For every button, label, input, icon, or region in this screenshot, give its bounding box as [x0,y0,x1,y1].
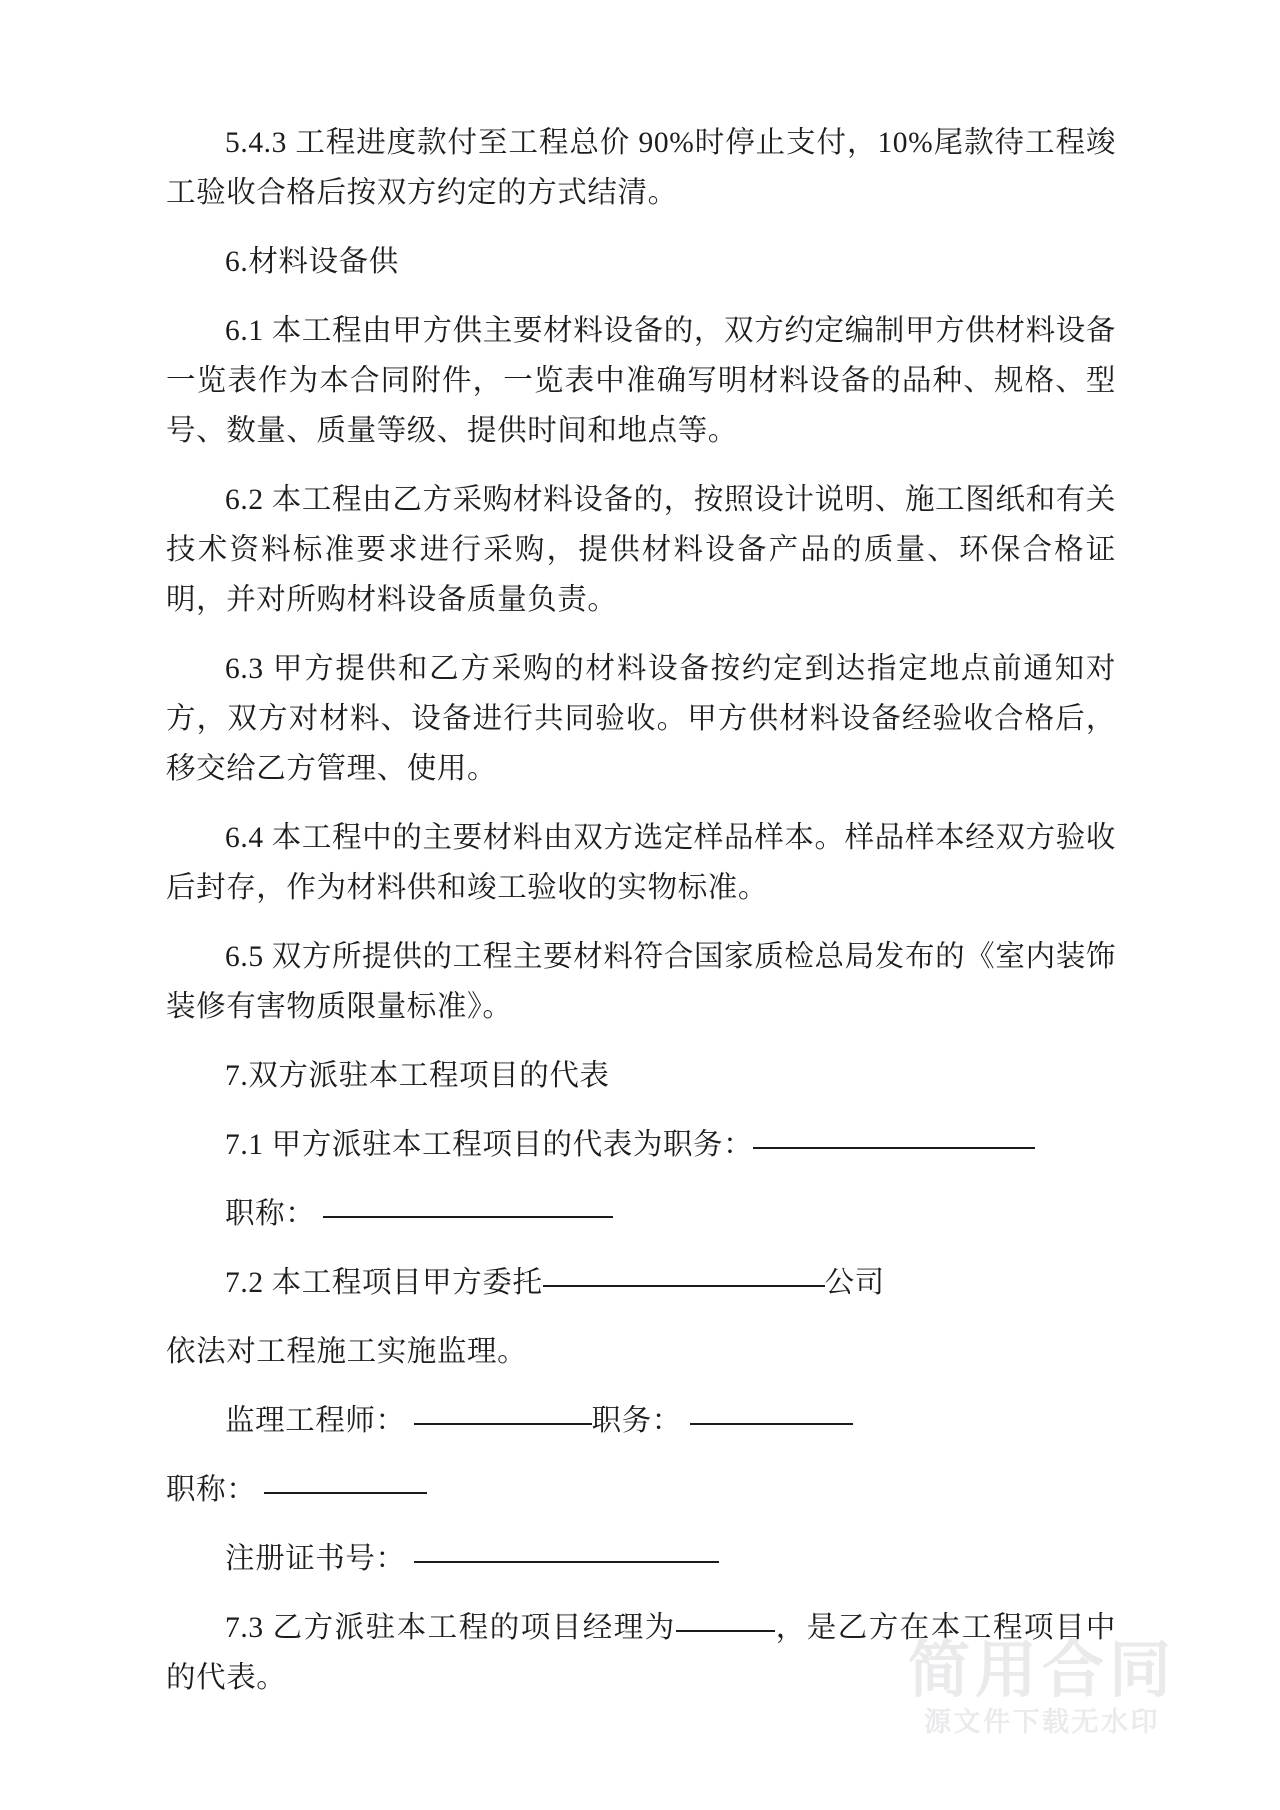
paragraph-6-3: 6.3 甲方提供和乙方采购的材料设备按约定到达指定地点前通知对方，双方对材料、设备进行共同验收。甲方供材料设备经验收合格后，移交给乙方管理、使用。 [166,653,1116,785]
party-a-title-blank[interactable] [323,1216,613,1218]
project-manager-suffix: ，是乙方在本工程项目中的代表。 [166,1612,1116,1694]
paragraph-6-5: 6.5 双方所提供的工程主要材料符合国家质检总局发布的《室内装饰装修有害物质限量标准》。 [166,941,1116,1023]
project-manager-blank[interactable] [676,1630,775,1632]
document-text-body [166,118,1116,1722]
party-a-representative-post-blank[interactable] [753,1147,1035,1149]
paragraph-5-4-3: 5.4.3 工程进度款付至工程总价 90%时停止支付，10%尾款待工程竣工验收合格后按双方约定的方式结清。 [166,127,1116,209]
cert-number-label: 注册证书号： [225,1543,406,1575]
supervisor-title-label: 职称： [166,1474,257,1506]
paragraph-7-2-line2: 依法对工程施工实施监理。 [166,1336,528,1368]
heading-6-materials: 6.材料设备供 [225,246,399,278]
supervision-entrust-prefix: 7.2 本工程项目甲方委托 [225,1267,543,1299]
supervision-entrust-suffix: 公司 [824,1267,885,1299]
project-manager-prefix: 7.3 乙方派驻本工程的项目经理为 [225,1612,676,1644]
cert-number-blank[interactable] [414,1561,719,1563]
paragraph-7-3 [166,1603,1116,1703]
supervisor-post-blank[interactable] [690,1423,853,1425]
supervisor-engineer-blank[interactable] [414,1423,592,1425]
paragraph-7-1-title [166,1189,1116,1239]
supervisor-post-label: 职务： [591,1405,682,1437]
paragraph-6-4: 6.4 本工程中的主要材料由双方选定样品样本。样品样本经双方验收后封存，作为材料供和竣工验收的实物标准。 [166,822,1116,904]
watermark-brand: 简用合同 [907,1633,1176,1707]
paragraph-supervisor-line [166,1396,1116,1446]
paragraph-7-2 [166,1258,1116,1308]
party-a-representative-label: 7.1 甲方派驻本工程项目的代表为职务： [225,1129,754,1161]
paragraph-7-1 [166,1120,1116,1170]
party-a-title-label: 职称： [225,1198,316,1230]
supervisor-engineer-label: 监理工程师： [225,1405,406,1437]
supervisor-title-blank[interactable] [264,1492,427,1494]
supervision-company-blank[interactable] [543,1285,825,1287]
paragraph-cert-number [166,1534,1116,1584]
paragraph-6-2: 6.2 本工程由乙方采购材料设备的，按照设计说明、施工图纸和有关技术资料标准要求进行采购，提供材料设备产品的质量、环保合格证明，并对所购材料设备质量负责。 [166,484,1116,616]
paragraph-supervisor-title [166,1465,1116,1515]
heading-7-representatives: 7.双方派驻本工程项目的代表 [225,1060,610,1092]
watermark-subtitle: 源文件下载无水印 [923,1707,1160,1739]
paragraph-6-1: 6.1 本工程由甲方供主要材料设备的，双方约定编制甲方供材料设备一览表作为本合同附件，一览表中准确写明材料设备的品种、规格、型号、数量、质量等级、提供时间和地点等。 [166,315,1116,447]
